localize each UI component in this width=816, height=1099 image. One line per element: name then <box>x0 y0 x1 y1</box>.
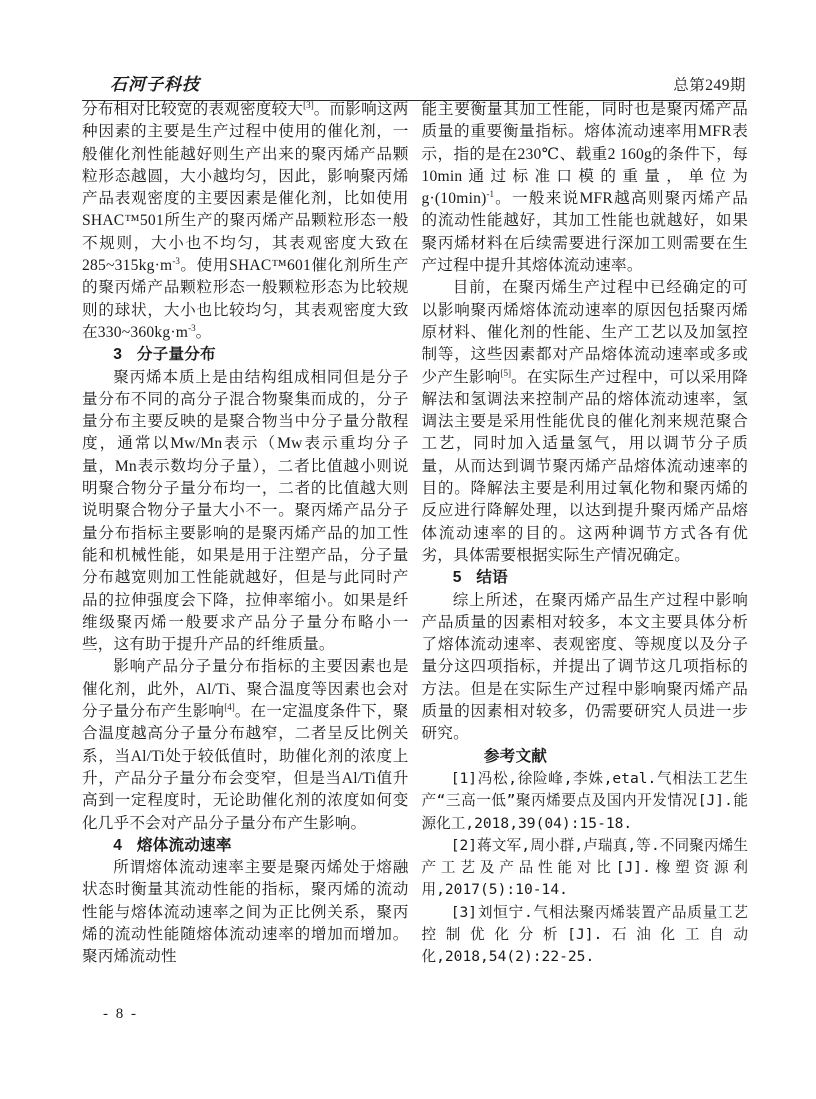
section-heading-4 <box>82 835 409 857</box>
section-heading-3 <box>82 344 409 366</box>
section-number: 3 <box>113 346 123 364</box>
page-number: - 8 - <box>103 1006 138 1022</box>
paragraph-mw-distribution: 聚丙烯本质上是由结构组成相同但是分子量分布不同的高分子混合物聚集而成的，分子量分布主要反映的是聚合物当中分子量分散程度，通常以Mw/Mn表示（Mw表示重均分子量，Mn表示数均分子量），二者比值越小则说明聚合物分子量分布均一，二者的比值越大则说明聚合物分子量大小不一。聚丙烯产品分子量分布指标主要影响的是聚丙烯产品的加工性能和机械性能，如果是用于注塑产品，分子量分布越宽则加工性能就越好，但是与此同时产品的拉伸强度会下降，拉伸率缩小。如果是纤维级聚丙烯一般要求产品分子量分布略小一些，这有助于提升产品的纤维质量。 <box>82 368 409 654</box>
section-title: 熔体流动速率 <box>136 836 232 854</box>
paragraph-conclusion: 综上所述，在聚丙烯产品生产过程中影响产品质量的因素相对较多，本文主要具体分析了熔体流动速率、表观密度、等规度以及分子量分这四项指标，并提出了调节这几项指标的方法。但是在实际生产过程中影响聚丙烯产品质量的因素相对较多，仍需要研究人员进一步研究。 <box>421 591 748 743</box>
page-header <box>82 70 746 101</box>
references-heading: 参考文献 <box>483 747 548 765</box>
column-right <box>422 99 749 969</box>
section-title: 结语 <box>476 569 508 587</box>
reference-item-1: [1]冯松,徐险峰,李姝,etal.气相法工艺生产“三高一低”聚丙烯要点及国内开发情况[J].能源化工,2018,39(04):15-18. <box>421 769 748 832</box>
paragraph-mfr-control: 目前，在聚丙烯生产过程中已经确定的可以影响聚丙烯熔体流动速率的原因包括聚丙烯原材料、催化剂的性能、生产工艺以及加氢控制等，这些因素都对产品熔体流动速率或多或少产生影响[5]。在实际生产过程中，可以采用降解法和氢调法来控制产品的熔体流动速率，氢调法主要是采用性能优良的催化剂来规范聚合工艺，同时加入适量氢气，用以调节分子质量，从而达到调节聚丙烯产品熔体流动速率的目的。降解法主要是利用过氧化物和聚丙烯的反应进行降解处理，以达到提升聚丙烯产品熔体流动速率的目的。这两种调节方式各有优劣，具体需要根据实际生产情况确定。 <box>421 279 748 564</box>
paragraph-mfr-continued: 能主要衡量其加工性能，同时也是聚丙烯产品质量的重要衡量指标。熔体流动速率用MFR表示，指的是在230℃、载重2 160g的条件下，每10min通过标准口模的重量，单位为$g\cdot(10\min)^{-1}$。一般来说MFR越高则聚丙烯产品的流动性能越好，其加工性能也就越好，如果聚丙烯材料在后续需要进行深加工则需要在生产过程中提升其熔体流动速率。 <box>421 101 748 275</box>
column-left <box>82 99 409 969</box>
issue-number: 总第249期 <box>673 77 746 94</box>
reference-item-3: [3]刘恒宁.气相法聚丙烯装置产品质量工艺控制优化分析[J].石油化工自动化,2018,54(2):22-25. <box>421 903 748 966</box>
article-body <box>82 99 748 969</box>
paragraph-mfr-intro: 所谓熔体流动速率主要是聚丙烯处于熔融状态时衡量其流动性能的指标，聚丙烯的流动性能与熔体流动速率之间为正比例关系，聚丙烯的流动性能随熔体流动速率的增加而增加。聚丙烯流动性 <box>82 859 409 966</box>
section-number: 4 <box>113 836 123 854</box>
paragraph-mw-factors: 影响产品分子量分布指标的主要因素也是催化剂，此外，Al/Ti、聚合温度等因素也会对分子量分布产生影响[4]。在一定温度条件下，聚合温度越高分子量分布越窄，二者呈反比例关系，当Al/Ti处于较低值时，助催化剂的浓度上升，产品分子量分布会变窄，但是当Al/Ti值升高到一定程度时，无论助催化剂的浓度如何变化几乎不会对产品分子量分布产生影响。 <box>82 658 409 832</box>
paragraph-apparent-density: 分布相对比较宽的表观密度较大[3]。而影响这两种因素的主要是生产过程中使用的催化剂，一般催化剂性能越好则生产出来的聚丙烯产品颗粒形态越圆，大小越均匀，因此，影响聚丙烯产品表观密度的主要因素是催化剂，比如使用SHAC™501所生产的聚丙烯产品颗粒形态一般不规则，大小也不均匀，其表观密度大致在$285\sim 315kg\cdot m^{-3}$。使用SHAC™601催化剂所生产的聚丙烯产品颗粒形态一般颗粒形态为比较规则的球状，大小也比较均匀，其表观密度大致在$330\sim 360kg\cdot m^{-3}$。 <box>82 99 409 341</box>
reference-item-2: [2]蒋文军,周小群,卢瑞真,等.不同聚丙烯生产工艺及产品性能对比[J].橡塑资源利用,2017(5):10-14. <box>421 836 748 899</box>
section-title: 分子量分布 <box>136 346 216 364</box>
journal-title: 石河子科技 <box>110 75 200 94</box>
section-number: 5 <box>452 569 462 587</box>
section-heading-5 <box>422 567 749 589</box>
